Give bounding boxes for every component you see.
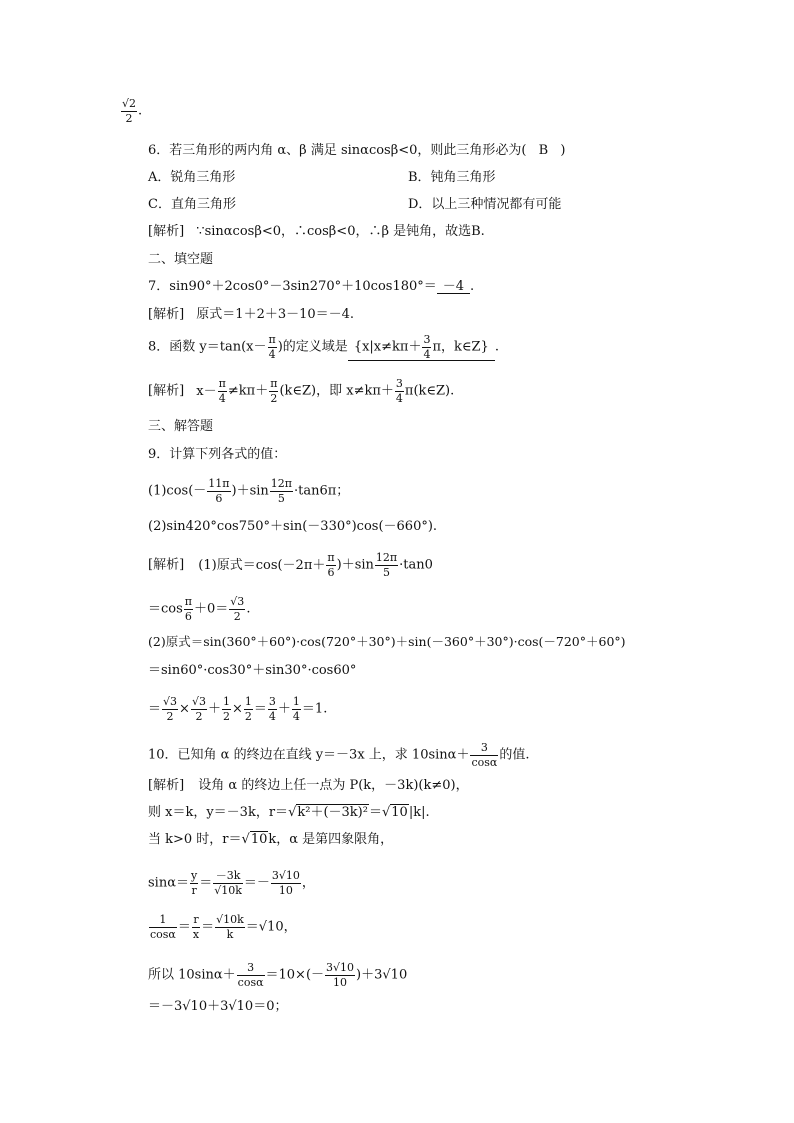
q9-s1-b: )＋sin bbox=[336, 557, 374, 573]
q9-part1 bbox=[148, 478, 349, 504]
num: y bbox=[190, 869, 198, 882]
den: 2 bbox=[162, 709, 178, 723]
num: 12π bbox=[270, 477, 293, 490]
three: 3 bbox=[423, 333, 431, 346]
pi: π bbox=[218, 377, 226, 390]
num: √3 bbox=[230, 595, 245, 608]
eq: ＝ bbox=[199, 875, 213, 891]
four: 4 bbox=[218, 391, 226, 405]
num: √10k bbox=[216, 913, 244, 926]
num: 3 bbox=[247, 961, 255, 974]
num: 1 bbox=[244, 695, 252, 708]
q6-jiexi bbox=[148, 225, 485, 238]
radicand: 10 bbox=[250, 832, 268, 847]
section-answer: 三、解答题 bbox=[148, 419, 214, 434]
q10-l6-c: )＋3√10 bbox=[356, 967, 408, 983]
q10-l5-b: ＝√10， bbox=[245, 919, 297, 935]
q9-p1-b: )＋sin bbox=[231, 483, 269, 499]
num: 3 bbox=[268, 695, 276, 708]
q10-jiexi-7: ＝－3√10＋3√10＝0； bbox=[148, 999, 288, 1014]
q10-l2-b: ＝ bbox=[368, 805, 382, 820]
q8-ans-a: {x|x≠kπ＋ bbox=[353, 339, 422, 355]
q7-stem bbox=[148, 280, 474, 294]
q8-tail: . bbox=[494, 339, 499, 355]
times: × bbox=[231, 701, 243, 717]
q8-jiexi bbox=[148, 378, 454, 404]
num: 12π bbox=[375, 551, 398, 564]
q9-jiexi-3: (2)原式＝sin(360°＋60°)·cos(720°＋30°)＋sin(－360°＋30°)·cos(－720°＋60°) bbox=[148, 634, 626, 649]
four: 4 bbox=[423, 347, 431, 361]
jiexi-tag: [解析] bbox=[148, 383, 185, 399]
q10-l4-b: ＝－ bbox=[243, 875, 270, 891]
num: π bbox=[184, 595, 193, 608]
q6-stem-after: ) bbox=[560, 143, 566, 158]
q10-jiexi-5 bbox=[148, 914, 297, 940]
q6-option-c: C．直角三角形 bbox=[148, 197, 236, 212]
q9-jiexi-5 bbox=[148, 696, 327, 722]
eq: ＝ bbox=[301, 701, 315, 717]
q8-jiexi-b: ≠kπ＋ bbox=[227, 383, 269, 399]
q10-l4-c: ， bbox=[301, 875, 315, 891]
den: 6 bbox=[207, 491, 230, 505]
q10-l3-a: 当 k>0 时，r＝ bbox=[148, 832, 242, 847]
q8-stem-a: 8．函数 y＝tan(x－ bbox=[148, 339, 267, 355]
q9-s2-a: ＝cos bbox=[148, 601, 183, 617]
num: 3 bbox=[480, 741, 488, 754]
num: －3k bbox=[215, 869, 241, 882]
eq: ＝ bbox=[201, 919, 215, 935]
den: 4 bbox=[268, 709, 276, 723]
den: cosα bbox=[471, 755, 498, 769]
q7-jiexi bbox=[148, 308, 354, 321]
three: 3 bbox=[395, 377, 403, 390]
den: 4 bbox=[292, 709, 300, 723]
den: √10k bbox=[214, 883, 242, 897]
num: π bbox=[327, 551, 335, 564]
q8-jiexi-a: x－ bbox=[196, 383, 217, 399]
q10-l6-b: ＝10×(－ bbox=[265, 967, 325, 983]
num: r bbox=[193, 913, 199, 926]
q6-answer: B bbox=[538, 143, 549, 158]
section-fill-blank: 二、填空题 bbox=[148, 252, 214, 267]
tail: . bbox=[138, 103, 143, 119]
q6-jiexi-text: ∵sinαcosβ<0，∴cosβ<0，∴β 是钝角，故选B. bbox=[196, 224, 485, 239]
den: 10 bbox=[271, 883, 301, 897]
top-fraction bbox=[120, 98, 142, 124]
plus: ＋ bbox=[277, 701, 291, 717]
radicand: 10 bbox=[391, 805, 408, 820]
num: √3 bbox=[191, 695, 206, 708]
q10-jiexi-6 bbox=[148, 962, 407, 988]
q8-stem-b: )的定义域是 bbox=[277, 339, 348, 355]
den: 5 bbox=[270, 491, 293, 505]
q9-jiexi-4: ＝sin60°·cos30°＋sin30°·cos60° bbox=[148, 663, 357, 678]
q10-jiexi-2: 则 x＝k，y＝－3k，r＝√k²＋(－3k)²＝√10|k|. bbox=[148, 805, 430, 820]
radicand: k²＋(－3k)² bbox=[297, 805, 368, 820]
two: 2 bbox=[270, 391, 278, 405]
den: 2 bbox=[244, 709, 252, 723]
plus: ＋ bbox=[207, 701, 221, 717]
q7-tail: . bbox=[470, 279, 475, 294]
q8-stem bbox=[148, 334, 499, 361]
q10-stem-a: 10．已知角 α 的终边在直线 y＝－3x 上，求 10sinα＋ bbox=[148, 747, 470, 763]
num: 1 bbox=[222, 695, 230, 708]
den: 5 bbox=[375, 565, 398, 579]
q9-jiexi-2 bbox=[148, 596, 250, 622]
q10-l2-c: |k|. bbox=[408, 805, 430, 820]
q9-s2-b: ＋0＝ bbox=[194, 601, 229, 617]
q10-l1: 设角 α 的终边上任一点为 P(k，－3k)(k≠0)， bbox=[198, 778, 469, 793]
jiexi-tag: [解析] bbox=[148, 224, 185, 239]
q6-option-d: D．以上三种情况都有可能 bbox=[408, 197, 562, 212]
den: 6 bbox=[327, 565, 335, 579]
den: x bbox=[192, 927, 200, 941]
q10-stem bbox=[148, 742, 529, 768]
q10-jiexi-3: 当 k>0 时，r＝√10k，α 是第四象限角， bbox=[148, 832, 394, 847]
den: cosα bbox=[150, 927, 176, 941]
num: 3√10 bbox=[326, 961, 355, 974]
four: 4 bbox=[268, 347, 276, 361]
num: 11π bbox=[208, 477, 230, 490]
q10-stem-b: 的值. bbox=[499, 747, 530, 763]
q9-s2-c: . bbox=[246, 601, 251, 617]
q8-answer bbox=[348, 334, 495, 361]
den: k bbox=[215, 927, 245, 941]
num: 3√10 bbox=[271, 869, 300, 882]
jiexi-tag: [解析] bbox=[148, 778, 185, 793]
q8-jiexi-d: π(k∈Z). bbox=[404, 383, 455, 399]
den: 2 bbox=[191, 709, 207, 723]
num: √2 bbox=[122, 97, 137, 110]
q7-jiexi-text: 原式＝1＋2＋3－10＝－4. bbox=[196, 307, 355, 322]
q9-p1-c: ·tan6π； bbox=[294, 483, 350, 499]
eq: ＝ bbox=[148, 701, 162, 717]
q10-jiexi-4 bbox=[148, 870, 315, 896]
q8-ans-b: π，k∈Z} bbox=[432, 339, 489, 355]
num: 1 bbox=[159, 913, 167, 926]
q10-jiexi-1 bbox=[148, 779, 469, 792]
q8-jiexi-c: (k∈Z)，即 x≠kπ＋ bbox=[279, 383, 394, 399]
q9-part2: (2)sin420°cos750°＋sin(－330°)cos(－660°). bbox=[148, 519, 438, 534]
q9-jiexi-1 bbox=[148, 552, 433, 578]
jiexi-tag: [解析] bbox=[148, 307, 185, 322]
den: r bbox=[191, 883, 197, 897]
q10-l4-a: sinα＝ bbox=[148, 875, 189, 891]
q9-stem: 9．计算下列各式的值： bbox=[148, 447, 287, 462]
den: 2 bbox=[229, 609, 245, 623]
pi: π bbox=[270, 377, 278, 390]
den: 2 bbox=[121, 111, 137, 125]
q10-l3-b: k，α 是第四象限角， bbox=[268, 832, 394, 847]
q6-stem bbox=[148, 144, 565, 157]
eq: ＝ bbox=[177, 919, 191, 935]
num: √3 bbox=[163, 695, 178, 708]
den: cosα bbox=[237, 975, 264, 989]
q7-stem-text: 7．sin90°＋2cos0°－3sin270°＋10cos180°＝ bbox=[148, 279, 437, 294]
den: 10 bbox=[325, 975, 355, 989]
eq: ＝ bbox=[253, 701, 267, 717]
times: × bbox=[179, 701, 190, 717]
q9-s1-a: (1)原式＝cos(－2π＋ bbox=[198, 557, 326, 573]
q6-option-a: A．锐角三角形 bbox=[148, 170, 236, 185]
jiexi-tag: [解析] bbox=[148, 557, 185, 573]
q6-option-b: B．钝角三角形 bbox=[408, 170, 496, 185]
q7-answer: －4 bbox=[437, 280, 470, 294]
den: 6 bbox=[184, 609, 192, 623]
q10-l6-a: 所以 10sinα＋ bbox=[148, 967, 236, 983]
q9-p1-a: (1)cos(－ bbox=[148, 483, 207, 499]
den: 2 bbox=[222, 709, 230, 723]
num: 1 bbox=[292, 695, 300, 708]
four: 4 bbox=[395, 391, 403, 405]
result: 1. bbox=[314, 701, 328, 717]
q10-l2-a: 则 x＝k，y＝－3k，r＝ bbox=[148, 805, 289, 820]
pi: π bbox=[268, 333, 276, 346]
q9-s1-c: ·tan0 bbox=[399, 557, 433, 573]
q6-stem-before: 6．若三角形的两内角 α、β 满足 sinαcosβ<0，则此三角形必为( bbox=[148, 143, 527, 158]
